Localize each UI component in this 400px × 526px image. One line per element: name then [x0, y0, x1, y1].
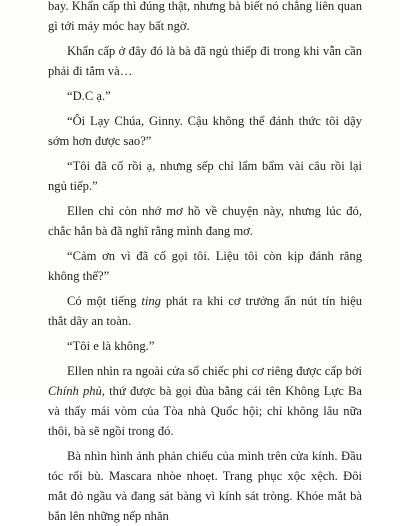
- paragraph-5: Ellen chỉ còn nhớ mơ hồ về chuyện này, nhưng lúc đó, chắc hẳn bà đã nghĩ rằng mình đang mơ.: [48, 204, 362, 238]
- paragraph-6: “Cảm ơn vì đã cố gọi tôi. Liệu tôi còn kịp đánh răng không thế?”: [48, 249, 362, 283]
- page-body-text: [48, 0, 362, 526]
- paragraph-4: “Tôi đã cố rồi ạ, nhưng sếp chỉ lẩm bẩm vài câu rồi lại ngủ tiếp.”: [48, 159, 362, 193]
- paragraph-2: “D.C ạ.”: [67, 89, 111, 103]
- paragraph-7-end: phát ra khi cơ trưởng ấn nút tín hiệu thắt dây an toàn.: [48, 294, 363, 328]
- paragraph-7-start: Có một tiếng: [67, 294, 142, 308]
- paragraph-8: “Tôi e là không.”: [67, 339, 155, 353]
- paragraph-7: [48, 291, 362, 331]
- paragraph-10: Bà nhìn hình ảnh phản chiếu của mình trên cửa kính. Đầu tóc rối bù. Mascara nhòe nhoẹt. Trang phục xộc xệch. Đôi mắt đỏ ngầu và đang sát bàng vì kính sát tròng. Khóe mắt bà bắn lên những nếp nhăn: [48, 449, 362, 523]
- paragraph-7-italic-word: ting: [141, 294, 161, 308]
- paragraph-3: “Ôi Lạy Chúa, Ginny. Cậu không thể đánh thức tôi dậy sớm hơn được sao?”: [48, 114, 362, 148]
- paragraph-9-start: Ellen nhìn ra ngoài cửa sổ chiếc phi cơ riêng được cấp bởi: [67, 364, 362, 378]
- paragraph-9-end: , thứ được bà gọi đùa bằng cái tên Không Lực Ba và thấy mái vòm của Tòa nhà Quốc hội; chỉ không lâu nữa thôi, bà sẽ ngồi trong đó.: [48, 384, 362, 438]
- paragraph-1: Khẩn cấp ở đây đó là bà đã ngủ thiếp đi trong khi vẫn cần phải đi tắm và…: [48, 44, 362, 78]
- paragraph-9-italic-phrase: Chính phủ: [48, 384, 102, 398]
- paragraph-0: bay. Khẩn cấp thì đúng thật, nhưng bà biết nó chẳng liên quan gì tới máy móc hay bất ngờ.: [48, 0, 362, 33]
- paragraph-9: [48, 361, 362, 441]
